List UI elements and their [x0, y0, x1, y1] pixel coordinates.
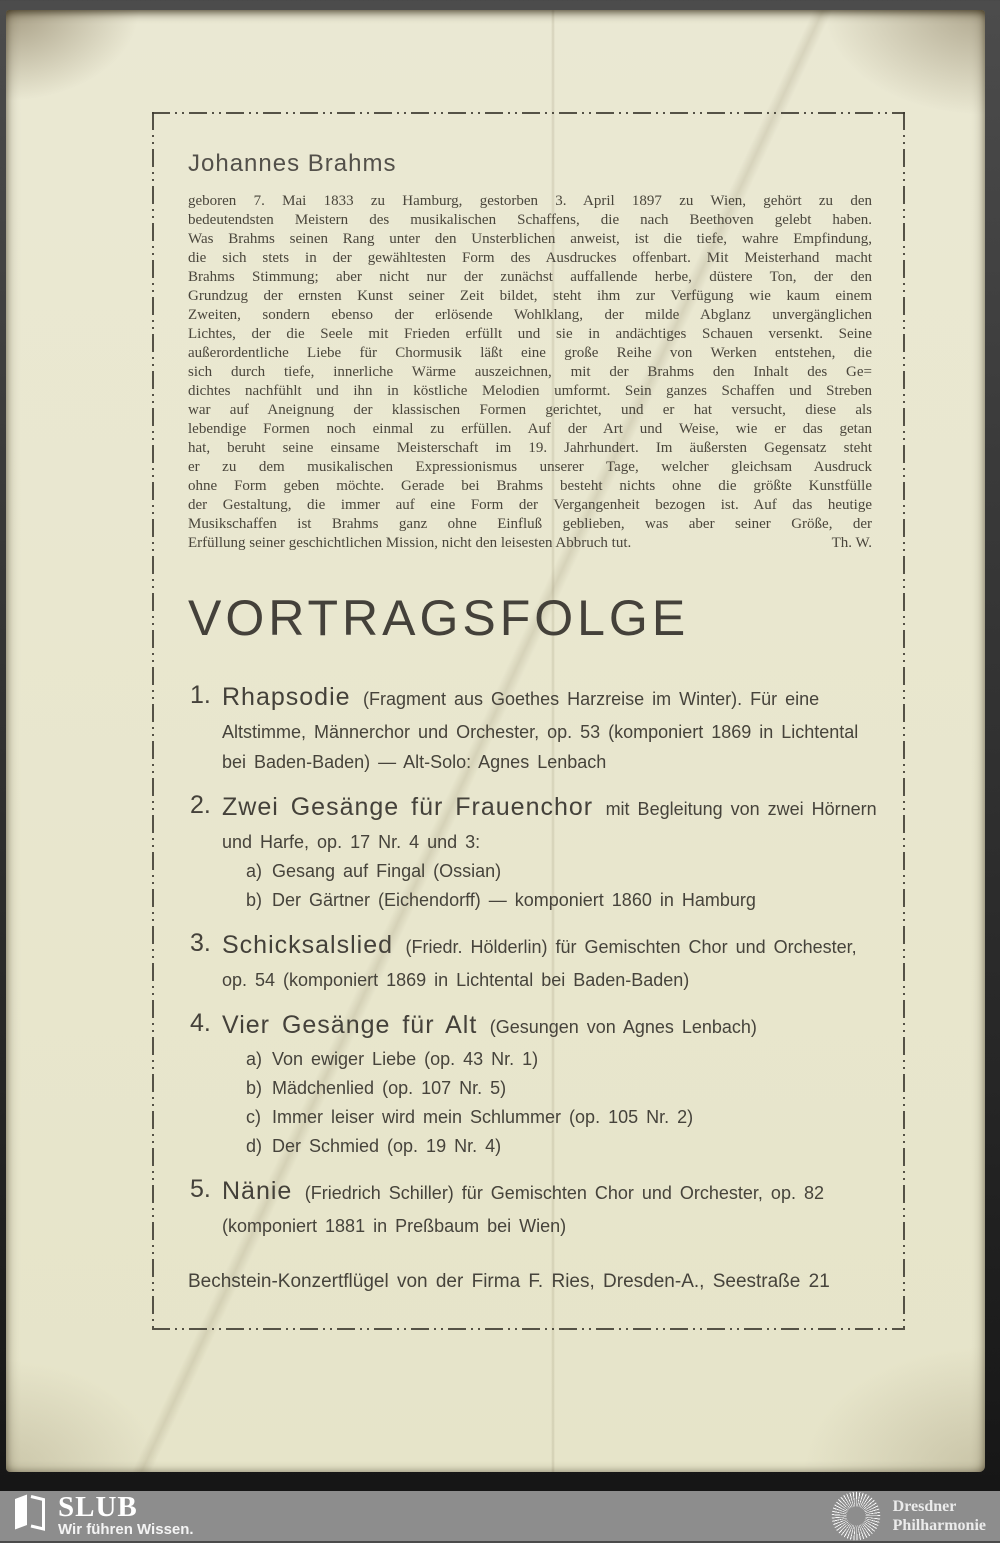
- item-title-line: [222, 929, 889, 965]
- sub-item-text: Der Gärtner (Eichendorff) — komponiert 1860 in Hamburg: [272, 890, 756, 910]
- biography-line: war auf Aneignung der klassischen Formen gerichtet, und er hat versucht, diese als: [188, 402, 872, 418]
- slub-name: SLUB: [58, 1491, 138, 1523]
- item-title-line: [222, 1009, 889, 1045]
- slub-tagline: Wir führen Wissen.: [58, 1521, 194, 1538]
- biography-line: Was Brahms seinen Rang unter den Unsterblichen anweist, ist die tiefe, wahre Empfindung,: [188, 231, 872, 247]
- sub-item: [246, 1074, 889, 1103]
- starburst-icon: [829, 1489, 883, 1543]
- biography-line: dichtes nachfühlt und ihn in köstliche Melodien umformt. Sein ganzes Schaffen und Streben: [188, 383, 872, 399]
- item-detail: (Fragment aus Goethes Harzreise im Winter). Für eine: [362, 689, 820, 709]
- sub-item-label: d): [246, 1136, 263, 1156]
- program-title: VORTRAGSFOLGE: [188, 590, 690, 646]
- program-item-2: [188, 791, 889, 915]
- author-initials: Th. W.: [831, 535, 872, 551]
- frame-border-top: [152, 112, 905, 114]
- biography-line: ohne Form geben möchte. Gerade bei Brahms besteht nichts ohne die größte Kunstfülle: [188, 478, 872, 494]
- sub-item-label: b): [246, 890, 263, 910]
- item-detail: (Gesungen von Agnes Lenbach): [489, 1017, 757, 1037]
- sub-item-label: b): [246, 1078, 263, 1098]
- item-title-line: [222, 791, 889, 827]
- dresdner-philharmonie-logo: [829, 1489, 986, 1543]
- biography-line: hat, beruht seine einsame Meisterschaft im 19. Jahrhundert. Im äußersten Gegensatz steht: [188, 440, 872, 456]
- biography-line: lebendige Formen noch einmal zu erfüllen. Auf der Art und Weise, wie er das getan: [188, 421, 872, 437]
- open-book-icon: [12, 1493, 46, 1538]
- slub-logo: [12, 1493, 194, 1539]
- slub-wordmark: [58, 1493, 194, 1539]
- item-number: 2.: [190, 791, 211, 819]
- biography-line-text: Erfüllung seiner geschichtlichen Mission, nicht den leisesten Abbruch tut.: [188, 535, 632, 551]
- sub-item-label: c): [246, 1107, 261, 1127]
- biography-paragraph: [188, 192, 872, 553]
- branding-footer-bar: [0, 1491, 1000, 1541]
- item-detail: (Friedrich Schiller) für Gemischten Chor und Orchester, op. 82: [304, 1183, 824, 1203]
- program-item-3: [188, 929, 889, 995]
- biography-line: Zweiten, sondern ebenso der erlösende Wohlklang, der milde Abglanz unvergänglichen: [188, 307, 872, 323]
- philharmonie-line2: Philharmonie: [892, 1517, 986, 1534]
- item-number: 1.: [190, 681, 211, 709]
- item-detail: mit Begleitung von zwei Hörnern: [605, 799, 877, 819]
- item-number: 5.: [190, 1175, 211, 1203]
- item-continuation: bei Baden-Baden) — Alt-Solo: Agnes Lenbach: [222, 752, 607, 772]
- biography-last-line: [188, 534, 872, 553]
- sub-item-text: Immer leiser wird mein Schlummer (op. 105 Nr. 2): [272, 1107, 694, 1127]
- biography-line: Brahms Stimmung; aber nicht nur der zunächst auffallende herbe, düstere Ton, der den: [188, 269, 872, 285]
- item-title: Vier Gesänge für Alt: [222, 1011, 478, 1039]
- frame-border-left: [152, 112, 154, 1330]
- sub-item-text: Der Schmied (op. 19 Nr. 4): [272, 1136, 502, 1156]
- sub-item: [246, 857, 889, 886]
- item-title: Rhapsodie: [222, 683, 351, 711]
- item-continuation: und Harfe, op. 17 Nr. 4 und 3:: [222, 832, 481, 852]
- item-title-line: [222, 681, 889, 717]
- program-item-1: [188, 681, 889, 777]
- frame-border-bottom: [152, 1328, 905, 1330]
- biography-line: der Gestaltung, die immer auf eine Form der Vergangenheit bezogen ist. Auf das heutige: [188, 497, 872, 513]
- sub-item: [246, 886, 889, 915]
- biography-line: außerordentliche Liebe für Chormusik läßt eine große Reihe von Werken entstehen, die: [188, 345, 872, 361]
- biography-line: er zu dem musikalischen Expressionismus unserer Tage, welcher gleichsam Ausdruck: [188, 459, 872, 475]
- sub-item: [246, 1103, 889, 1132]
- sub-item: [246, 1045, 889, 1074]
- biography-line: die sich stets in der gewähltesten Form des Ausdruckes offenbart. Mit Meisterhand macht: [188, 250, 872, 266]
- program-item-4: [188, 1009, 889, 1161]
- philharmonie-line1: Dresdner: [892, 1498, 957, 1515]
- sub-item-text: Mädchenlied (op. 107 Nr. 5): [272, 1078, 507, 1098]
- program-item-5: [188, 1175, 889, 1241]
- item-detail: (Friedr. Hölderlin) für Gemischten Chor und Orchester,: [405, 937, 857, 957]
- biography-line: Musikschaffen ist Brahms ganz ohne Einfluß geblieben, was aber seiner Größe, der: [188, 516, 872, 532]
- dashed-border-frame: [152, 112, 905, 1330]
- sub-item-text: Von ewiger Liebe (op. 43 Nr. 1): [272, 1049, 539, 1069]
- item-continuation: op. 54 (komponiert 1869 in Lichtental bei Baden-Baden): [222, 970, 690, 990]
- item-title: Zwei Gesänge für Frauenchor: [222, 793, 594, 821]
- item-title: Nänie: [222, 1177, 293, 1205]
- sub-item-label: a): [246, 861, 263, 881]
- item-title-line: [222, 1175, 889, 1211]
- item-number: 4.: [190, 1009, 211, 1037]
- biography-line: Grundzug der ernsten Kunst seiner Zeit bildet, steht ihm zur Verfügung wie kaum einem: [188, 288, 872, 304]
- biography-line: Lichtes, der die Seele mit Frieden erfüllt und sie in andächtiges Schauen versenkt. Seine: [188, 326, 872, 342]
- biography-line: bedeutendsten Meistern des musikalischen Schaffens, die nach Beethoven gelebt haben.: [188, 212, 872, 228]
- philharmonie-wordmark: [893, 1497, 986, 1535]
- biography-line: sich durch tiefe, innerliche Wärme auszeichnen, mit der Brahms den Inhalt des Ge=: [188, 364, 872, 380]
- sub-item: [246, 1132, 889, 1161]
- item-title: Schicksalslied: [222, 931, 394, 959]
- piano-credit-note: Bechstein-Konzertflügel von der Firma F. Ries, Dresden-A., Seestraße 21: [188, 1271, 830, 1292]
- scanned-program-page: [6, 10, 985, 1472]
- sub-item-text: Gesang auf Fingal (Ossian): [272, 861, 502, 881]
- item-number: 3.: [190, 929, 211, 957]
- frame-border-right: [903, 112, 905, 1330]
- biography-line: geboren 7. Mai 1833 zu Hamburg, gestorben 3. April 1897 zu Wien, gehört zu den: [188, 193, 872, 209]
- item-continuation: Altstimme, Männerchor und Orchester, op. 53 (komponiert 1869 in Lichtental: [222, 722, 859, 742]
- item-continuation: (komponiert 1881 in Preßbaum bei Wien): [222, 1216, 567, 1236]
- composer-heading: Johannes Brahms: [188, 150, 397, 177]
- sub-item-label: a): [246, 1049, 263, 1069]
- program-items: [188, 681, 889, 1241]
